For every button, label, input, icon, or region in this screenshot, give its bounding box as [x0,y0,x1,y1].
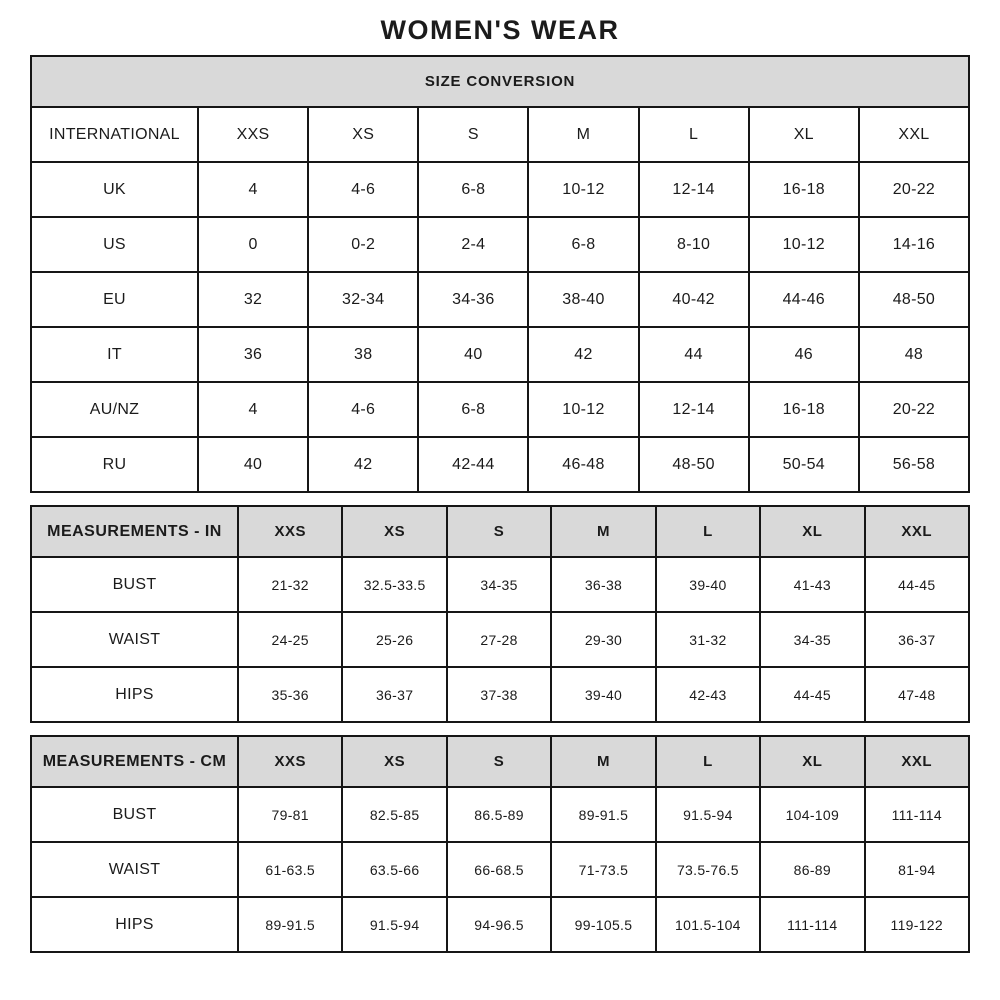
measurement-cell: 47-48 [865,667,969,722]
table-row [31,327,969,382]
measurement-cell: 82.5-85 [342,787,446,842]
measurement-cell: 94-96.5 [447,897,551,952]
measurement-cell: 79-81 [238,787,342,842]
measurement-cell: 119-122 [865,897,969,952]
size-cell: 44 [639,327,749,382]
page-title: WOMEN'S WEAR [380,15,620,45]
measurement-cell: 42-43 [656,667,760,722]
column-header: M [528,107,638,162]
measurement-cell: 39-40 [551,667,655,722]
size-cell: 42 [308,437,418,492]
measurement-cell: 36-37 [865,612,969,667]
measurement-cell: 111-114 [760,897,864,952]
column-header: XL [749,107,859,162]
measurement-cell: 21-32 [238,557,342,612]
size-cell: 44-46 [749,272,859,327]
measurement-cell: 89-91.5 [238,897,342,952]
column-header: S [447,736,551,787]
measurement-cell: 71-73.5 [551,842,655,897]
table-row [31,107,969,162]
measurement-cell: 24-25 [238,612,342,667]
measurement-cell: 73.5-76.5 [656,842,760,897]
measurement-cell: 31-32 [656,612,760,667]
row-label: WAIST [31,612,238,667]
size-cell: 6-8 [418,382,528,437]
table-row [31,736,969,787]
column-header: L [656,506,760,557]
table-title: MEASUREMENTS - IN [31,506,238,557]
table-row [31,506,969,557]
table-row [31,667,969,722]
column-header: XS [308,107,418,162]
column-header: XL [760,736,864,787]
table-row [31,56,969,107]
row-label: WAIST [31,842,238,897]
column-header: M [551,736,655,787]
size-cell: 38 [308,327,418,382]
table-title: MEASUREMENTS - CM [31,736,238,787]
size-cell: 6-8 [528,217,638,272]
size-cell: 20-22 [859,162,969,217]
size-cell: 12-14 [639,382,749,437]
measurement-cell: 104-109 [760,787,864,842]
measurement-cell: 111-114 [865,787,969,842]
size-cell: 20-22 [859,382,969,437]
size-cell: 4-6 [308,162,418,217]
column-header: XXS [238,506,342,557]
measurement-cell: 34-35 [760,612,864,667]
size-cell: 16-18 [749,162,859,217]
row-label: EU [31,272,198,327]
size-cell: 12-14 [639,162,749,217]
column-header: L [656,736,760,787]
measurement-cell: 37-38 [447,667,551,722]
measurement-cell: 89-91.5 [551,787,655,842]
size-cell: 0-2 [308,217,418,272]
table-row [31,842,969,897]
row-label: HIPS [31,667,238,722]
size-cell: 2-4 [418,217,528,272]
column-header: XXL [859,107,969,162]
table-spacer [30,493,970,505]
measurement-cell: 25-26 [342,612,446,667]
size-chart-sheet [30,55,970,953]
table-measurements-cm [30,735,970,953]
table-row [31,217,969,272]
column-header: XS [342,736,446,787]
measurement-cell: 44-45 [760,667,864,722]
column-header: XXS [238,736,342,787]
table-row [31,437,969,492]
table-row [31,557,969,612]
column-header: XS [342,506,446,557]
row-label: BUST [31,787,238,842]
measurement-cell: 61-63.5 [238,842,342,897]
table-row [31,612,969,667]
size-cell: 50-54 [749,437,859,492]
size-cell: 40 [418,327,528,382]
table-measurements-in [30,505,970,723]
measurement-cell: 91.5-94 [656,787,760,842]
measurement-cell: 36-38 [551,557,655,612]
row-label: UK [31,162,198,217]
column-header: XL [760,506,864,557]
measurement-cell: 91.5-94 [342,897,446,952]
measurement-cell: 81-94 [865,842,969,897]
measurement-cell: 29-30 [551,612,655,667]
size-cell: 42 [528,327,638,382]
size-cell: 46 [749,327,859,382]
table-row [31,162,969,217]
table-size-conversion [30,55,970,493]
measurement-cell: 34-35 [447,557,551,612]
measurement-cell: 101.5-104 [656,897,760,952]
measurement-cell: 63.5-66 [342,842,446,897]
size-cell: 40 [198,437,308,492]
size-cell: 4 [198,162,308,217]
table-spacer [30,723,970,735]
column-header: M [551,506,655,557]
size-cell: 10-12 [528,382,638,437]
size-cell: 6-8 [418,162,528,217]
size-cell: 0 [198,217,308,272]
column-header: XXL [865,736,969,787]
size-cell: 32 [198,272,308,327]
size-cell: 42-44 [418,437,528,492]
size-cell: 48-50 [859,272,969,327]
size-cell: 10-12 [749,217,859,272]
measurement-cell: 86-89 [760,842,864,897]
row-label: RU [31,437,198,492]
size-cell: 16-18 [749,382,859,437]
size-cell: 34-36 [418,272,528,327]
size-cell: 40-42 [639,272,749,327]
measurement-cell: 99-105.5 [551,897,655,952]
measurement-cell: 36-37 [342,667,446,722]
size-cell: 14-16 [859,217,969,272]
column-header: INTERNATIONAL [31,107,198,162]
table-row [31,787,969,842]
measurement-cell: 44-45 [865,557,969,612]
size-cell: 36 [198,327,308,382]
size-cell: 38-40 [528,272,638,327]
size-cell: 4 [198,382,308,437]
size-cell: 10-12 [528,162,638,217]
measurement-cell: 39-40 [656,557,760,612]
column-header: XXL [865,506,969,557]
measurement-cell: 32.5-33.5 [342,557,446,612]
measurement-cell: 35-36 [238,667,342,722]
measurement-cell: 41-43 [760,557,864,612]
size-cell: 46-48 [528,437,638,492]
column-header: XXS [198,107,308,162]
table-row [31,382,969,437]
size-cell: 4-6 [308,382,418,437]
column-header: L [639,107,749,162]
row-label: IT [31,327,198,382]
measurement-cell: 86.5-89 [447,787,551,842]
size-cell: 56-58 [859,437,969,492]
size-cell: 48-50 [639,437,749,492]
row-label: US [31,217,198,272]
size-cell: 48 [859,327,969,382]
measurement-cell: 27-28 [447,612,551,667]
table-row [31,897,969,952]
size-cell: 8-10 [639,217,749,272]
row-label: HIPS [31,897,238,952]
table-row [31,272,969,327]
row-label: AU/NZ [31,382,198,437]
column-header: S [418,107,528,162]
table-title: SIZE CONVERSION [31,56,969,107]
measurement-cell: 66-68.5 [447,842,551,897]
row-label: BUST [31,557,238,612]
column-header: S [447,506,551,557]
size-cell: 32-34 [308,272,418,327]
